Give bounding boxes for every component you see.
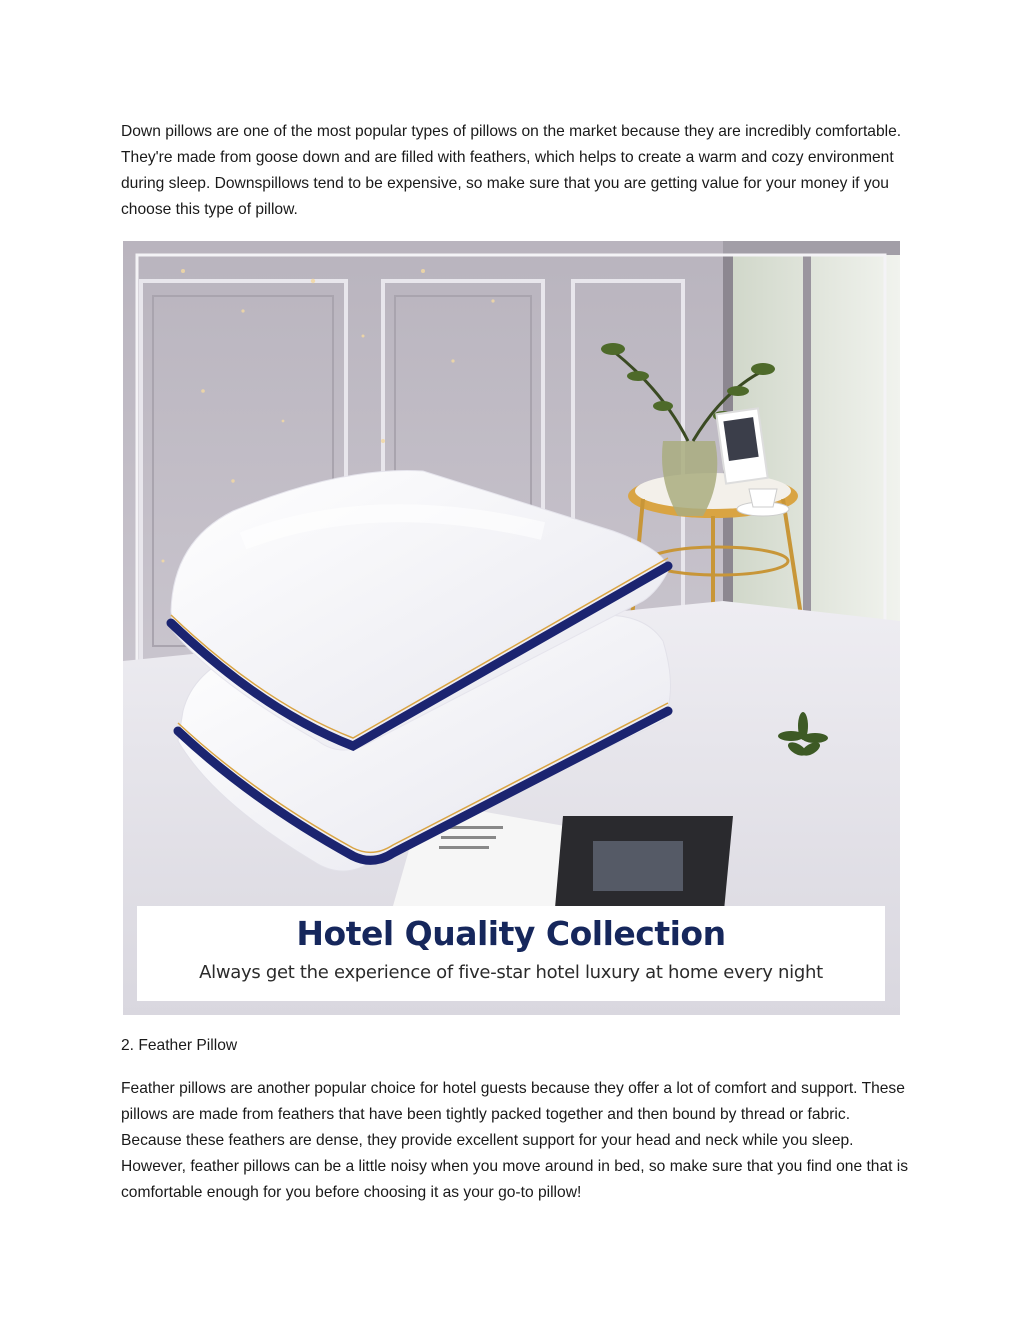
pillow-product-image [123,241,900,1015]
feather-pillow-heading: 2. Feather Pillow [121,1037,238,1054]
intro-paragraph: Down pillows are one of the most popular types of pillows on the market because they are incredibly comfortable. They're made from goose down and are filled with feathers, which helps to create a warm and cozy environment during sleep. Downspillows tend to be expensive, so make sure that you are getting value for your money if you choose this type of pillow. [121,123,902,218]
feather-pillow-paragraph: Feather pillows are another popular choice for hotel guests because they offer a lot of comfort and support. These pillows are made from feathers that have been tightly packed together and then bound by thread or fabric. Because these feathers are dense, they provide excellent support for your head and neck while you sleep. However, feather pillows can be a little noisy when you move around in bed, so make sure that you find one that is comfortable enough for you before choosing it as your go-to pillow! [121,1080,909,1201]
pillow-scene-illustration [123,241,900,1015]
banner-title: Hotel Quality Collection [296,914,726,953]
collection-banner [137,906,885,1001]
banner-subtitle: Always get the experience of five-star hotel luxury at home every night [199,962,823,983]
